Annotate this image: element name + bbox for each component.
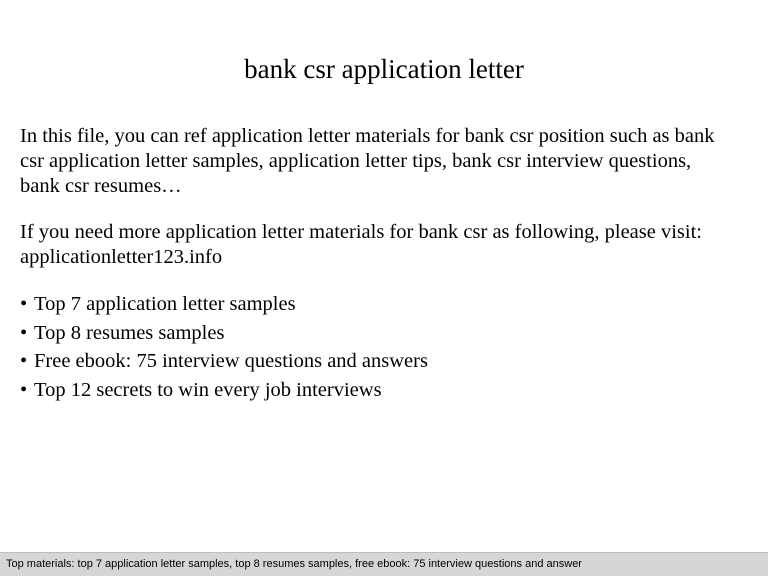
footer-bar: Top materials: top 7 application letter samples, top 8 resumes samples, free ebook: 75 interview questions and answer (0, 552, 768, 576)
list-item (20, 347, 428, 376)
bullet-icon: • (20, 293, 28, 315)
bullet-list (20, 290, 428, 404)
intro-line: In this file, you can ref application letter materials for bank csr position such as bank (20, 125, 715, 147)
list-item (20, 290, 428, 319)
list-item-label: Top 8 resumes samples (34, 321, 225, 344)
list-item-label: Free ebook: 75 interview questions and answers (34, 350, 428, 372)
list-item (20, 376, 428, 405)
bullet-icon: • (20, 350, 28, 372)
page-title: bank csr application letter (244, 54, 524, 84)
intro-line: bank csr resumes… (20, 175, 182, 197)
list-item-label: Top 12 secrets to win every job interviews (34, 378, 382, 401)
visit-paragraph (20, 220, 750, 270)
bullet-icon: • (20, 321, 28, 344)
visit-line: If you need more application letter materials for bank csr as following, please visit: (20, 221, 702, 243)
intro-line: csr application letter samples, application letter tips, bank csr interview questions, (20, 150, 692, 172)
intro-paragraph (20, 124, 750, 199)
list-item-label: Top 7 application letter samples (34, 293, 296, 315)
list-item (20, 319, 428, 348)
bullet-icon: • (20, 378, 28, 401)
website-link[interactable]: applicationletter123.info (20, 246, 223, 268)
